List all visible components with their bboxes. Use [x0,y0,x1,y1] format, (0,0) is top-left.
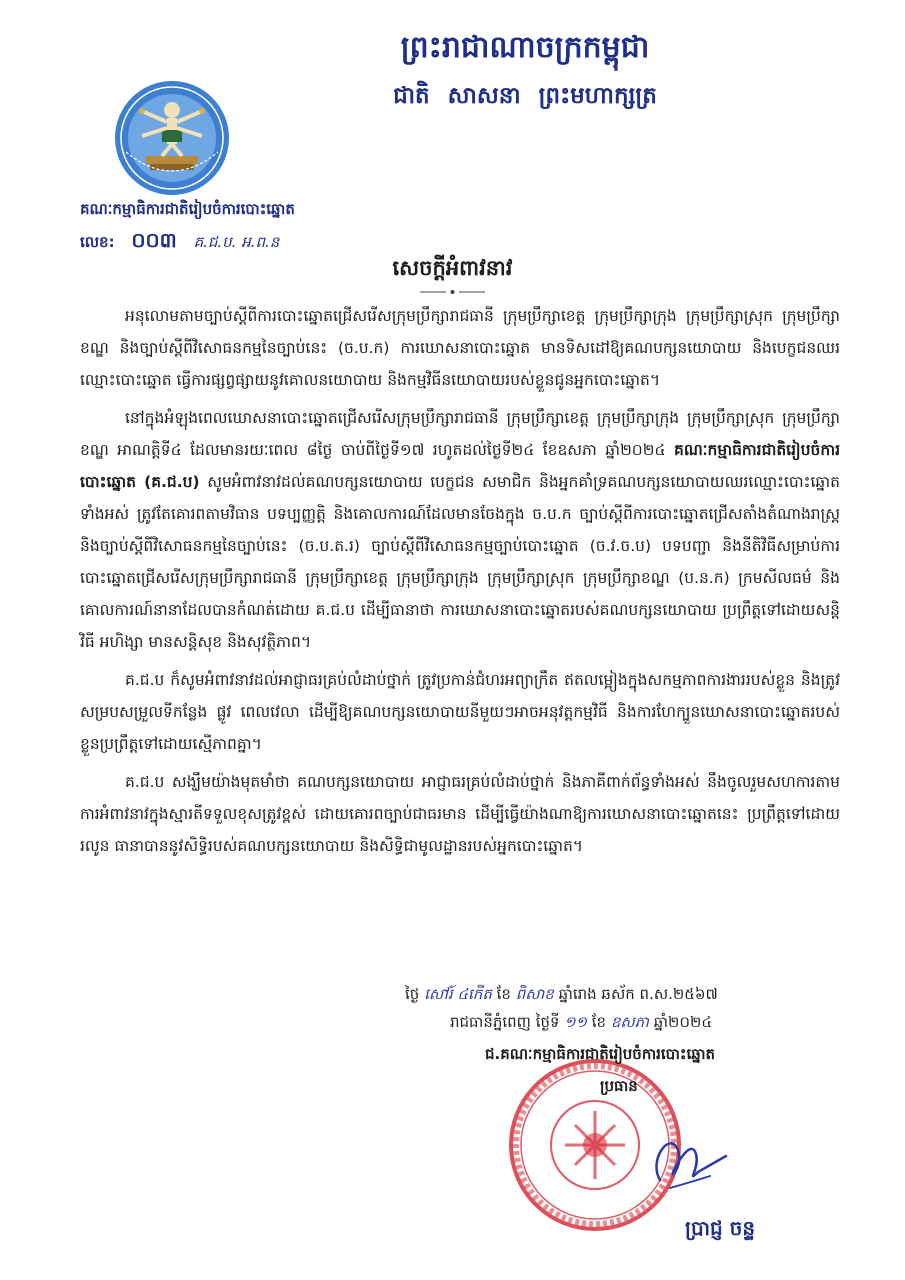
lunar-day-prefix: ថ្ងៃ [405,985,420,1003]
kingdom-heading: ព្រះរាជាណាចក្រកម្ពុជា [400,30,650,65]
signatory-organization: ជ.គណៈកម្មាធិការជាតិរៀបចំការបោះឆ្នោត [485,1045,716,1063]
nec-emblem-logo [112,78,232,198]
lunar-month-label: ខែ [496,985,511,1003]
lunar-year: ឆ្នាំរោង ឆស័ក ព.ស.២៥៦៧ [558,985,718,1003]
document-title: សេចក្ដីអំពាវនាវ [392,256,513,280]
body-paragraph-4: គ.ជ.ប សង្ឃឹមយ៉ាងមុតមាំថា គណបក្សនយោបាយ អាជ្ញាធរគ្រប់លំដាប់ថ្នាក់ និងភាគីពាក់ព័ន្ធទាំងអស់ នឹងចូលរួមសហការតាមការអំពាវនាវក្នុងស្មារតីទទួលខុសត្រូវខ្ពស់ ដោយគោរពច្បាប់ជាធរមាន ដើម្បីធ្វើយ៉ាងណាឱ្យការឃោសនាបោះឆ្នោតនេះ ប្រព្រឹត្តទៅដោយរលូន ធានាបាននូវសិទ្ធិរបស់គណបក្សនយោបាយ និងសិទ្ធិជាមូលដ្ឋានរបស់អ្នកបោះឆ្នោត។ [80,773,840,855]
reference-number: ០០៣ [131,228,177,252]
solar-month-label: ខែ [591,1013,607,1031]
solar-day-handwritten: ១១ [564,1013,588,1031]
place-day-label: រាជធានីភ្នំពេញ ថ្ងៃទី [450,1013,560,1031]
solar-year: ឆ្នាំ២០២៤ [653,1013,712,1031]
body-paragraph-2-organization: គណៈកម្មាធិការជាតិរៀបចំការបោះឆ្នោត (គ.ជ.ប) [80,441,840,491]
body-paragraph-1: អនុលោមតាមច្បាប់ស្ដីពីការបោះឆ្នោតជ្រើសរើសក្រុមប្រឹក្សារាជធានី ក្រុមប្រឹក្សាខេត្ត ក្រុមប្រឹក្សាក្រុង ក្រុមប្រឹក្សាស្រុក ក្រុមប្រឹក្សាខណ្ឌ និងច្បាប់ស្ដីពីវិសោធនកម្មនៃច្បាប់នេះ (ច.ប.ក) ការឃោសនាបោះឆ្នោត មានទិសដៅឱ្យគណបក្សនយោបាយ និងបេក្ខជនឈរឈ្មោះបោះឆ្នោត ធ្វើការផ្សព្វផ្សាយនូវគោលនយោបាយ និងកម្មវិធីនយោបាយរបស់ខ្លួនជូនអ្នកបោះឆ្នោត។ [80,307,840,389]
signatory-name: ប្រាជ្ញ ចន្ទ [685,1216,756,1240]
title-ornament [420,289,485,295]
reference-line [80,228,400,254]
solar-date-line [450,1008,840,1036]
reference-label: លេខ: [80,233,115,251]
handwritten-signature [640,1110,730,1200]
issuing-organization: គណៈកម្មាធិការជាតិរៀបចំការបោះឆ្នោត [80,200,295,218]
body-paragraph-2-end: សូមអំពាវនាវដល់គណបក្សនយោបាយ បេក្ខជន សមាជិក និងអ្នកគាំទ្រគណបក្សនយោបាយឈរឈ្មោះបោះឆ្នោតទាំងអស់ ត្រូវតែគោរពតាមវិធាន បទប្បញ្ញត្តិ និងគោលការណ៍ដែលមានចែងក្នុង ច.ប.ក ច្បាប់ស្ដីពីការបោះឆ្នោតជ្រើសតាំងតំណាងរាស្ត្រ និងច្បាប់ស្ដីពីវិសោធនកម្មនៃច្បាប់នេះ (ច.ប.ត.រ) ច្បាប់ស្ដីពីវិសោធនកម្មច្បាប់បោះឆ្នោត (ច.វ.ច.ប) បទបញ្ជា និងនីតិវិធីសម្រាប់ការបោះឆ្នោតជ្រើសរើសក្រុមប្រឹក្សារាជធានី ក្រុមប្រឹក្សាខេត្ត ក្រុមប្រឹក្សាក្រុង ក្រុមប្រឹក្សាស្រុក ក្រុមប្រឹក្សាខណ្ឌ (ប.ន.ក) ក្រមសីលធម៌ និងគោលការណ៍នានាដែលបានកំណត់ដោយ គ.ជ.ប ដើម្បីធានាថា ការឃោសនាបោះឆ្នោតរបស់គណបក្សនយោបាយ ប្រព្រឹត្តទៅដោយសន្តិវិធី អហិង្សា មានសន្តិសុខ និងសុវត្ថិភាព។ [80,473,840,651]
lunar-day-handwritten: សៅរ៍ ៤កើត [424,985,492,1003]
solar-month-handwritten: ឧសភា [610,1013,649,1031]
reference-code: គ.ជ.ប. អ.ព.ន [193,233,280,251]
body-paragraph-2 [80,402,840,658]
document-body [80,300,840,868]
national-motto: ជាតិ សាសនា ព្រះមហាក្សត្រ [393,83,657,109]
lunar-date-line [405,980,835,1008]
signatory-position: ប្រធាន [600,1077,638,1095]
body-paragraph-3: គ.ជ.ប ក៏សូមអំពាវនាវដល់អាជ្ញាធរគ្រប់លំដាប់ថ្នាក់ ត្រូវប្រកាន់ជំហរអព្យាក្រឹត ឥតលម្អៀងក្នុងសកម្មភាពការងាររបស់ខ្លួន និងត្រូវសម្របសម្រួលទីកន្លែង ផ្លូវ ពេលវេលា ដើម្បីឱ្យគណបក្សនយោបាយនីមួយៗអាចអនុវត្តកម្មវិធី និងការហែក្បួនឃោសនាបោះឆ្នោតរបស់ខ្លួនប្រព្រឹត្តទៅដោយស្មើភាពគ្នា។ [80,671,840,753]
body-paragraph-2-start: នៅក្នុងអំឡុងពេលឃោសនាបោះឆ្នោតជ្រើសរើសក្រុមប្រឹក្សារាជធានី ក្រុមប្រឹក្សាខេត្ត ក្រុមប្រឹក្សាក្រុង ក្រុមប្រឹក្សាស្រុក ក្រុមប្រឹក្សាខណ្ឌ អាណត្តិទី៤ ដែលមានរយៈពេល ៨ថ្ងៃ ចាប់ពីថ្ងៃទី១៧ រហូតដល់ថ្ងៃទី២៤ ខែឧសភា ឆ្នាំ២០២៤ [80,409,840,459]
lunar-month-handwritten: ពិសាខ [515,985,554,1003]
